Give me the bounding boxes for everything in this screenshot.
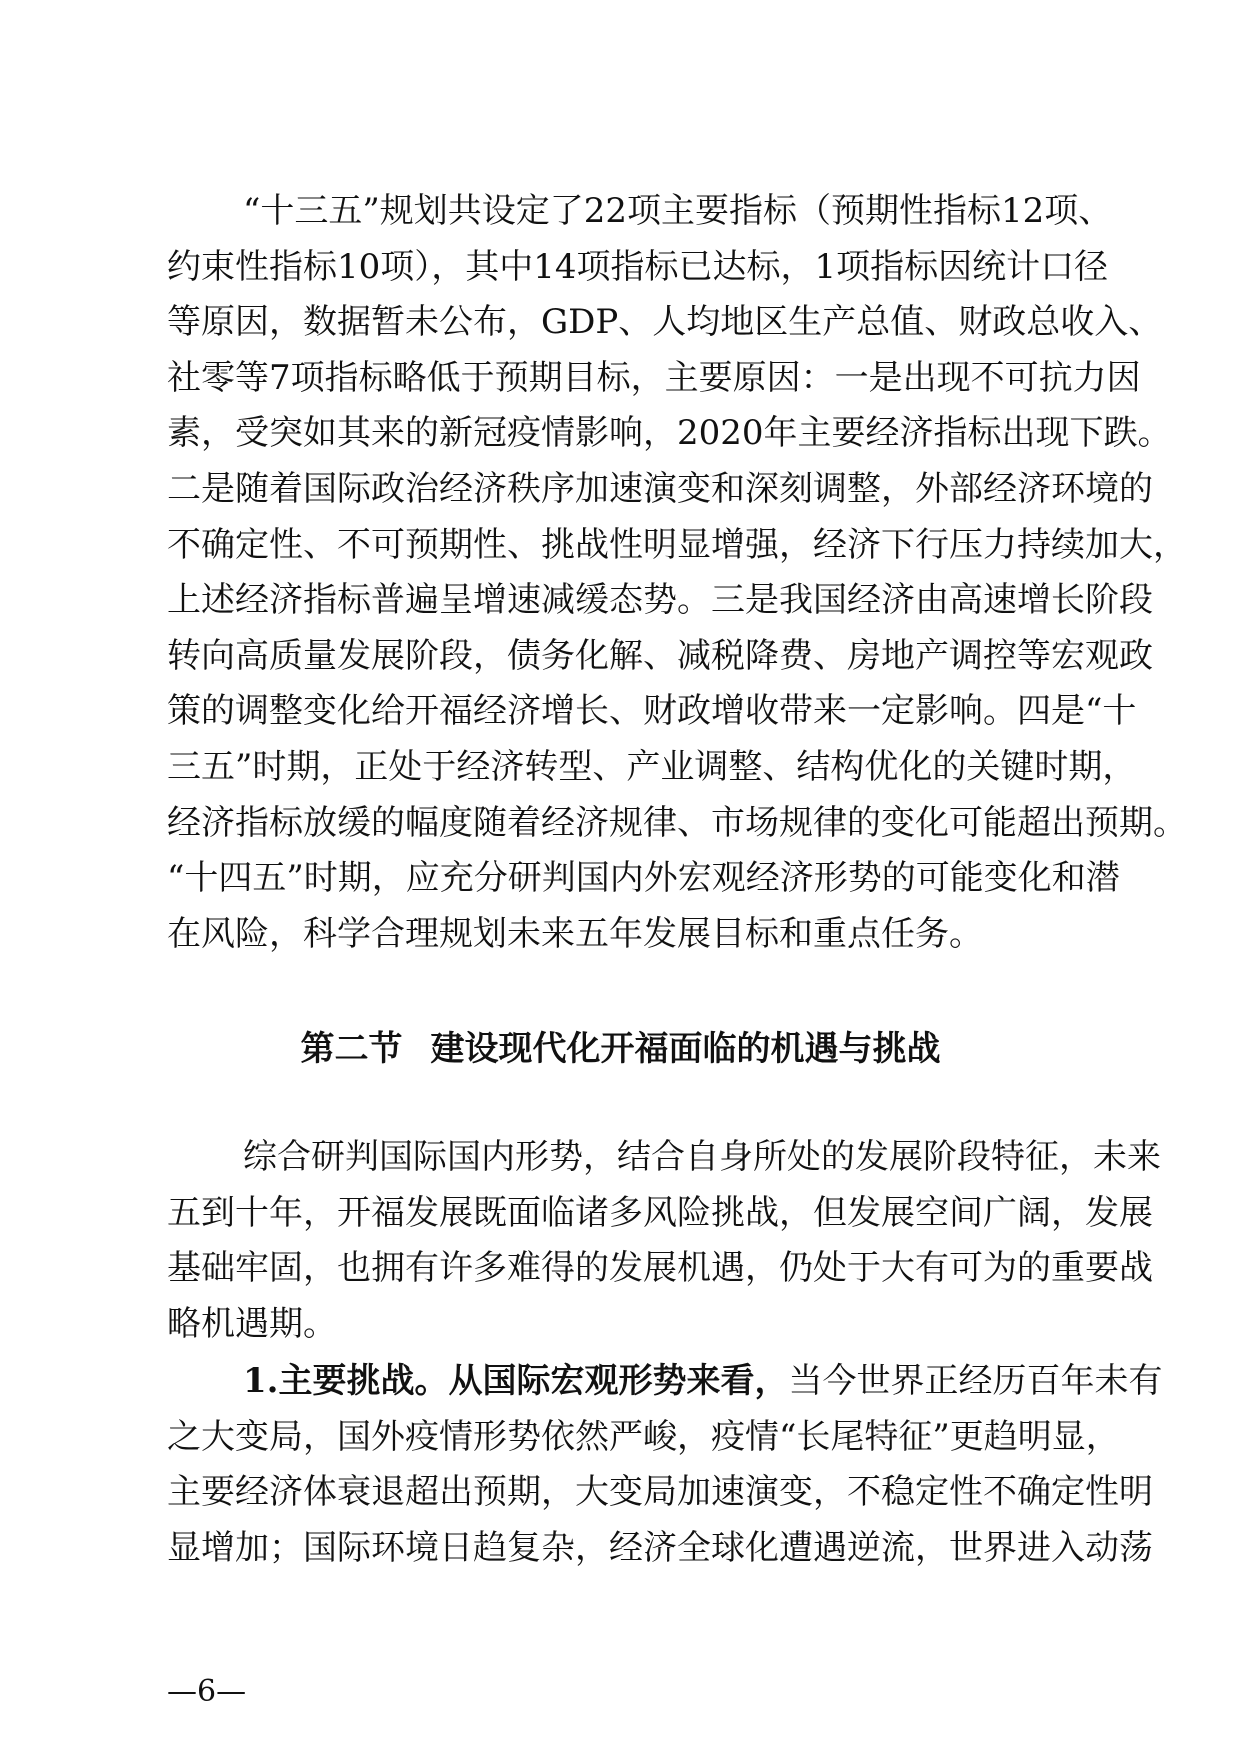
text-line: 社零等7项指标略低于预期目标，主要原因：一是出现不可抗力因 bbox=[167, 357, 1141, 398]
bold-lead: 1.主要挑战。从国际宏观形势来看， bbox=[243, 1361, 789, 1401]
text-line: 之大变局，国外疫情形势依然严峻，疫情“长尾特征”更趋明显， bbox=[167, 1416, 1120, 1457]
paragraph-overview bbox=[167, 1130, 1161, 1352]
text-line: 略机遇期。 bbox=[167, 1303, 337, 1344]
text-line: 基础牢固，也拥有许多难得的发展机遇，仍处于大有可为的重要战 bbox=[167, 1248, 1153, 1289]
text-line: 等原因，数据暂未公布，GDP、人均地区生产总值、财政总收入、 bbox=[167, 302, 1163, 343]
text-line bbox=[167, 1354, 1163, 1410]
text-line: 显增加；国际环境日趋复杂，经济全球化遭遇逆流，世界进入动荡 bbox=[167, 1527, 1153, 1568]
text-line: 二是随着国际政治经济秩序加速演变和深刻调整，外部经济环境的 bbox=[167, 468, 1153, 509]
page-number: —6— bbox=[167, 1674, 247, 1709]
paragraph-targets-review bbox=[167, 184, 1187, 962]
text-line: 主要经济体衰退超出预期，大变局加速演变，不稳定性不确定性明 bbox=[167, 1472, 1153, 1513]
text-line: 转向高质量发展阶段，债务化解、减税降费、房地产调控等宏观政 bbox=[167, 635, 1153, 676]
section-number: 第二节 bbox=[300, 1029, 403, 1069]
text-line: 综合研判国际国内形势，结合自身所处的发展阶段特征，未来 bbox=[243, 1137, 1161, 1177]
text-line: “十三五”规划共设定了22项主要指标（预期性指标12项、 bbox=[243, 191, 1113, 231]
text-line: 三五”时期，正处于经济转型、产业调整、结构优化的关键时期， bbox=[167, 746, 1137, 787]
text-line: 经济指标放缓的幅度随着经济规律、市场规律的变化可能超出预期。 bbox=[167, 802, 1187, 843]
text-line: 策的调整变化给开福经济增长、财政增收带来一定影响。四是“十 bbox=[167, 691, 1137, 732]
section-title: 建设现代化开福面临的机遇与挑战 bbox=[430, 1029, 941, 1069]
text-line: 上述经济指标普遍呈增速减缓态势。三是我国经济由高速增长阶段 bbox=[167, 580, 1153, 621]
text-line: 约束性指标10项），其中14项指标已达标，1项指标因统计口径 bbox=[167, 246, 1109, 287]
paragraph-main-challenges bbox=[167, 1354, 1163, 1576]
text-line: 在风险，科学合理规划未来五年发展目标和重点任务。 bbox=[167, 913, 983, 954]
text-line: 五到十年，开福发展既面临诸多风险挑战，但发展空间广阔，发展 bbox=[167, 1192, 1153, 1233]
text-line: 素，受突如其来的新冠疫情影响，2020年主要经济指标出现下跌。 bbox=[167, 413, 1172, 454]
text-line: 不确定性、不可预期性、挑战性明显增强，经济下行压力持续加大， bbox=[167, 524, 1187, 565]
text-line: “十四五”时期，应充分研判国内外宏观经济形势的可能变化和潜 bbox=[167, 858, 1120, 899]
text-run: 当今世界正经历百年未有 bbox=[788, 1361, 1163, 1401]
section-heading bbox=[0, 1022, 1241, 1077]
